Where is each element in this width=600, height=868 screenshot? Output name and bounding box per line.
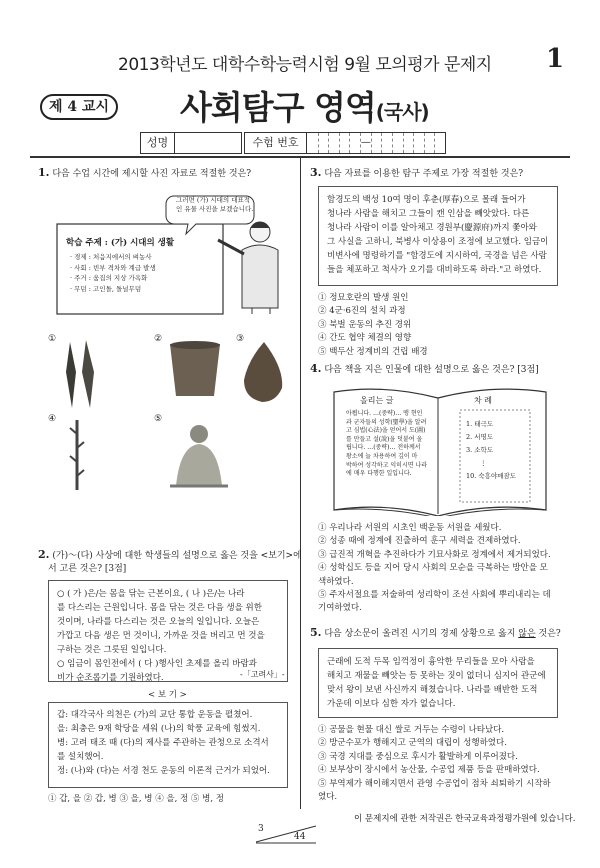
book-line: 박하여 성각하고 익히시면 나라 bbox=[346, 461, 428, 469]
q5-option-5[interactable]: ⑤ 부역제가 해이해지면서 관영 수공업이 점차 쇠퇴하기 시작하 bbox=[318, 778, 551, 789]
book-line: 에 매우 다행한 일입니다. bbox=[346, 470, 412, 478]
q3-stem bbox=[310, 166, 523, 181]
q2-stem bbox=[38, 548, 302, 563]
q4-option-2[interactable]: ② 성종 때에 정계에 진출하여 훈구 세력을 견제하였다. bbox=[318, 536, 521, 547]
subject-sub: (국사) bbox=[375, 100, 429, 124]
page-number: 1 bbox=[546, 44, 565, 74]
q1-choice-3-label[interactable]: ③ bbox=[236, 334, 245, 344]
q2-stem-2: 서 고른 것은? [3점] bbox=[48, 564, 127, 574]
q2-bogi-item: 정: (나)와 (다)는 서경 천도 운동의 이론적 근거가 되었어. bbox=[57, 766, 270, 776]
q5-option-3[interactable]: ③ 국경 지대를 중심으로 후시가 활발하게 이루어졌다. bbox=[318, 751, 518, 762]
q3-options bbox=[318, 292, 428, 359]
number-cell bbox=[435, 133, 445, 153]
number-cell bbox=[319, 133, 330, 153]
q3-box-line: 청나라 사람을 해치고 그들이 캔 인삼을 빼앗았다. 다른 bbox=[327, 209, 530, 219]
q5-box-line: 해치고 재물을 빼앗는 등 못하는 짓이 없더니 심지어 관군에 bbox=[327, 671, 546, 681]
q3-option-1[interactable]: ① 정묘호란의 발생 원인 bbox=[318, 293, 409, 303]
number-cell bbox=[308, 133, 319, 153]
q3-option-5[interactable]: ⑤ 백두산 정계비의 건립 배경 bbox=[318, 346, 428, 357]
toc-item: 2. 서명도 bbox=[466, 433, 494, 441]
q4-book-toc bbox=[466, 418, 516, 483]
number-cell bbox=[404, 133, 415, 153]
q4-option-4-cont: 색하였다. bbox=[318, 576, 354, 587]
q2-source-box bbox=[48, 580, 288, 682]
q2-box-line: 를 다스리는 근원입니다. 몸을 닦는 것은 다음 생을 위한 bbox=[57, 603, 262, 613]
q1-choice-1-label[interactable]: ① bbox=[48, 334, 57, 344]
name-field[interactable] bbox=[140, 132, 242, 154]
toc-item: 3. 소학도 bbox=[466, 446, 494, 454]
q4-options bbox=[318, 522, 551, 616]
q2-text-1: (가)～(다) 사상에 대한 학생들의 설명으로 옳은 것을 <보기>에 bbox=[52, 551, 302, 561]
board-item: · 주거 : 움집의 지상 가옥화 bbox=[70, 274, 148, 282]
session-badge: 제 4 교시 bbox=[40, 94, 118, 120]
q1-choice-5-buddha-statue-photo bbox=[166, 420, 232, 488]
q4-option-5[interactable]: ⑤ 주자서절요를 저술하여 성리학이 조선 사회에 뿌리내리는 데 bbox=[318, 590, 551, 601]
q1-choice-4-bone-tool-photo bbox=[62, 418, 92, 492]
q4-book-right-title: 차 례 bbox=[474, 396, 492, 405]
name-label: 성명 bbox=[141, 133, 175, 153]
q1-board-items bbox=[70, 252, 156, 294]
q3-box-line: 함경도의 백성 10여 명이 후춘(厚春)으로 몰래 들어가 bbox=[327, 195, 526, 205]
toc-ellipsis: ⋮ bbox=[480, 459, 487, 467]
toc-item: 1. 태극도 bbox=[466, 420, 494, 428]
q2-box-line: 비가 순조롭기를 기원하였다. bbox=[57, 673, 164, 683]
q2-bogi-item: 갑: 대각국사 의천은 (가)의 교단 통합 운동을 펼쳤어. bbox=[57, 710, 253, 720]
q2-bogi-item: 병: 고려 태조 때 (다)의 제사를 주관하는 관청으로 소격서 bbox=[57, 738, 269, 748]
exam-title: 2013학년도 대학수학능력시험 9월 모의평가 문제지 bbox=[118, 55, 492, 75]
q3-box-line: 청나라 사람이 이를 알아채고 경원부(慶源府)까지 쫓아와 bbox=[327, 223, 537, 233]
q5-number: 5. bbox=[310, 626, 322, 639]
number-cell bbox=[414, 133, 425, 153]
q2-box-line: 구하는 것은 그릇된 일입니다. bbox=[57, 645, 167, 655]
q5-source-box bbox=[318, 648, 558, 718]
footer-total: 44 bbox=[294, 832, 306, 842]
q4-option-4[interactable]: ④ 성학십도 등을 지어 당시 사회의 모순을 극복하는 방안을 모 bbox=[318, 563, 548, 574]
number-cell bbox=[372, 133, 383, 153]
q2-source-citation: -「고려사」- bbox=[240, 670, 285, 679]
q5-stem bbox=[310, 626, 561, 641]
q2-bogi-box bbox=[48, 702, 288, 788]
q4-option-1[interactable]: ① 우리나라 서원의 시초인 백운동 서원을 세웠다. bbox=[318, 523, 502, 533]
exam-number-label: 수험 번호 bbox=[245, 133, 307, 153]
q1-number: 1. bbox=[38, 166, 50, 179]
book-line: 아룁니다. …(중략)… 맹 현인 bbox=[346, 410, 423, 417]
q3-option-4[interactable]: ④ 간도 협약 체결의 영향 bbox=[318, 333, 412, 344]
q4-text: 다음 책을 지은 인물에 대한 설명으로 옳은 것은? [3점] bbox=[324, 365, 539, 375]
q1-stem bbox=[38, 166, 251, 181]
q2-bogi-title: < 보 기 > bbox=[148, 690, 187, 700]
q2-box-line: ○ ( 가 )은/는 몸을 닦는 근본이요, ( 나 )은/는 나라 bbox=[57, 589, 245, 599]
q3-option-2[interactable]: ② 4군·6진의 설치 과정 bbox=[318, 306, 406, 317]
q2-box-line: ○ 임금이 몸인전에서 ( 다 )행사인 초제를 올리 바람과 bbox=[57, 659, 257, 669]
q4-option-3[interactable]: ③ 급진적 개혁을 추진하다가 기묘사화로 정계에서 제거되었다. bbox=[318, 549, 551, 560]
q3-option-3[interactable]: ③ 북벌 운동의 추진 경위 bbox=[318, 319, 412, 330]
number-cell bbox=[393, 133, 404, 153]
q5-box-line: 가운데 이보다 심한 자가 없습니다. bbox=[327, 699, 456, 709]
q3-box-line: 비변사에 명령하기를 "함경도에 지시하여, 국경을 넘은 사람 bbox=[327, 251, 547, 261]
q1-choice-2-pottery-photo bbox=[166, 340, 224, 402]
q5-text-underline: 않은 bbox=[518, 629, 536, 639]
q5-option-1[interactable]: ① 공물을 현물 대신 쌀로 거두는 수령이 나타났다. bbox=[318, 725, 505, 735]
exam-number-cells bbox=[308, 133, 445, 153]
footer-page: 3 bbox=[258, 824, 264, 834]
board-item: · 사회 : 빈부 격차와 계급 발생 bbox=[70, 263, 156, 272]
book-line: 를 만들고 설(說)을 덧붙여 올 bbox=[346, 435, 423, 443]
q3-box-line: 그 사실을 고하니, 북병사 이상용이 조정에 보고했다. 임금이 bbox=[327, 237, 549, 247]
q1-choice-5-label[interactable]: ⑤ bbox=[154, 414, 163, 424]
q3-text: 다음 자료를 이용한 탐구 주제로 가장 적절한 것은? bbox=[324, 169, 524, 179]
number-cell bbox=[382, 133, 393, 153]
copyright-notice: 이 문제지에 관한 저작권은 한국교육과정평가원에 있습니다. bbox=[354, 814, 576, 824]
q2-options[interactable]: ① 갑, 을 ② 갑, 병 ③ 을, 병 ④ 을, 정 ⑤ 병, 정 bbox=[48, 794, 224, 804]
q5-box-line: 맞서 왕이 보낸 사신까지 해쳤습니다. 나라를 배반한 도적 bbox=[327, 685, 538, 695]
q4-option-5-cont: 기여하였다. bbox=[318, 603, 362, 614]
q3-source-box bbox=[318, 186, 558, 286]
number-cell bbox=[340, 133, 351, 153]
q3-box-line: 들을 체포하고 척사가 오기를 대비하도록 하라."고 하였다. bbox=[327, 265, 542, 275]
toc-item: 10. 숙흥야매잠도 bbox=[466, 472, 517, 480]
q1-choice-2-label[interactable]: ② bbox=[154, 334, 163, 344]
q1-choice-3-stone-tool-photo bbox=[240, 340, 290, 404]
number-cell bbox=[350, 133, 361, 153]
q3-number: 3. bbox=[310, 166, 322, 179]
book-line: 고 심법(心法)을 얻어서 도(圖) bbox=[346, 427, 426, 435]
book-line: 과 군자들의 성학(聖學)을 알려 bbox=[346, 418, 427, 426]
subject-title bbox=[180, 82, 429, 129]
q4-number: 4. bbox=[310, 362, 322, 375]
q1-board-title: 학습 주제 : (가) 시대의 생활 bbox=[66, 238, 175, 248]
q5-text-after: 것은? bbox=[538, 629, 561, 639]
q5-options bbox=[318, 724, 551, 804]
q5-option-4[interactable]: ④ 보부상이 장시에서 농산물, 수공업 제품 등을 판매하였다. bbox=[318, 765, 540, 776]
q1-speech-text: 그러면 (가) 시대의 대표적인 유물 사진을 보겠습니다. bbox=[176, 196, 254, 213]
q2-box-line: 가깝고 다음 생은 먼 것이니, 가까운 것을 버리고 먼 것을 bbox=[57, 631, 265, 641]
q4-book-left-title: 올리는 글 bbox=[360, 396, 394, 405]
number-cell bbox=[425, 133, 436, 153]
subject-main: 사회탐구 영역 bbox=[180, 88, 376, 127]
book-line: 왕소에 늘 차용하여 깊이 마 bbox=[346, 452, 418, 460]
book-line: 립니다. …(중략)… 전하께서 bbox=[346, 444, 421, 452]
exam-number-field[interactable] bbox=[244, 132, 446, 154]
q1-text: 다음 수업 시간에 제시할 사진 자료로 적절한 것은? bbox=[52, 169, 252, 179]
board-item: · 무덤 : 고인돌, 돌널무덤 bbox=[70, 284, 142, 293]
q1-choice-1-bronze-dagger-photo bbox=[60, 338, 104, 410]
q4-book-left-text bbox=[346, 410, 434, 479]
q5-option-5-cont: 였다. bbox=[318, 792, 338, 803]
q2-bogi-item: 를 설치했어. bbox=[57, 752, 104, 762]
q2-bogi-item: 을: 최충은 9재 학당을 세워 (나)의 학풍 교육에 힘썼지. bbox=[57, 724, 261, 734]
q2-number: 2. bbox=[38, 548, 50, 561]
column-divider bbox=[300, 157, 301, 809]
q5-box-line: 근래에 도적 두목 임꺽정이 흉악한 무리들을 모아 사람을 bbox=[327, 657, 535, 667]
q5-text-before: 다음 상소문이 올려진 시기의 경제 상황으로 옳지 bbox=[324, 629, 516, 639]
q2-box-line: 것이며, 나라를 다스리는 것은 오늘의 일입니다. 오늘은 bbox=[57, 617, 260, 627]
board-item: · 경제 : 처음지에서의 벼농사 bbox=[70, 253, 152, 261]
q4-stem bbox=[310, 362, 539, 377]
number-cell bbox=[329, 133, 340, 153]
q5-option-2[interactable]: ② 방군수포가 행해지고 군역의 대립이 성행하였다. bbox=[318, 738, 507, 749]
number-dash: — bbox=[361, 133, 372, 153]
q1-choice-4-label[interactable]: ④ bbox=[48, 414, 57, 424]
